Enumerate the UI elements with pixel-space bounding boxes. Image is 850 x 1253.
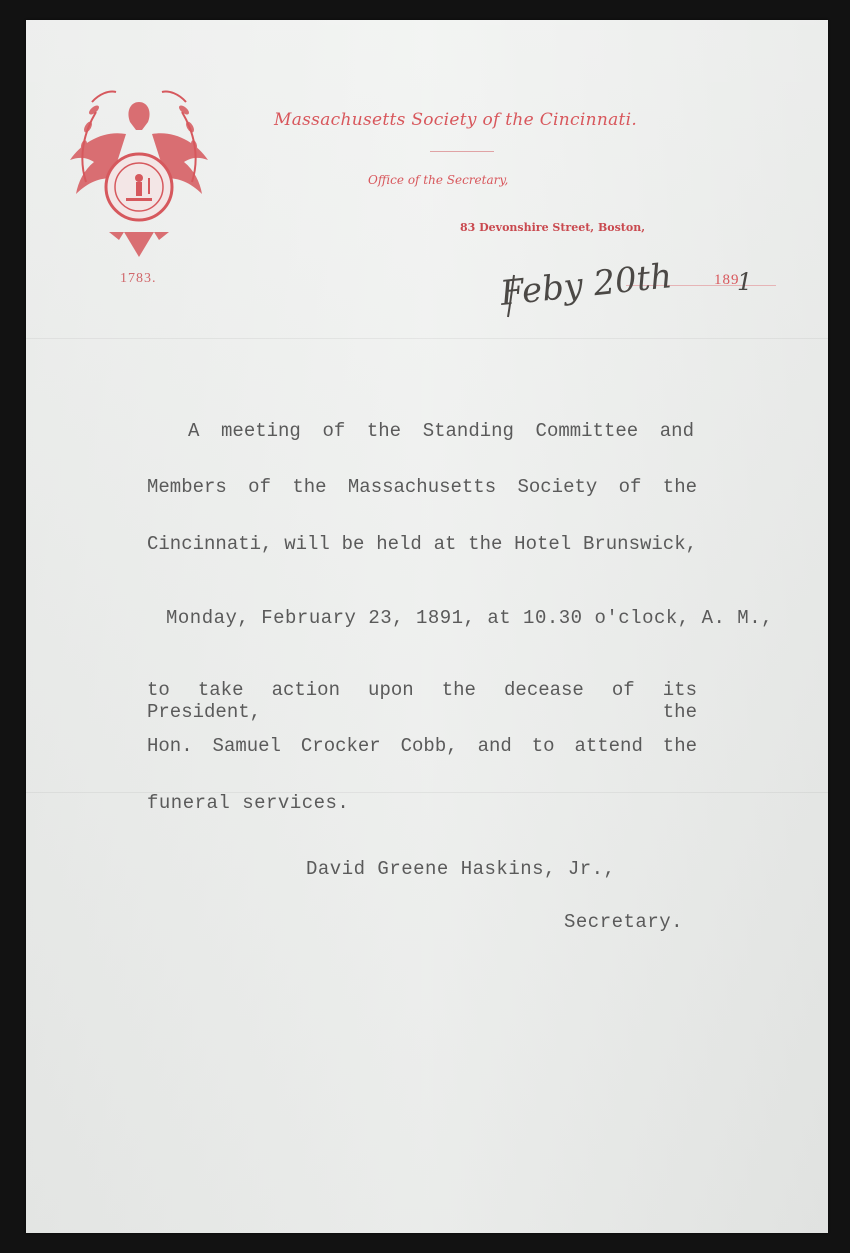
signature-name: David Greene Haskins, Jr., [306,858,616,880]
office-line: Office of the Secretary, [368,173,509,187]
founded-year: 1783. [120,271,157,286]
letter-sheet [26,20,828,1233]
fold-line [26,338,828,339]
handwritten-date-text: Feby 20th [498,256,675,314]
notice-line: Members of the Massachusetts Society of the [147,476,697,498]
handwritten-date [496,245,696,325]
organization-title: Massachusetts Society of the Cincinnati. [274,110,638,130]
divider [430,151,494,152]
eagle-crest-icon [64,82,214,267]
notice-line: A meeting of the Standing Committee and [188,420,694,442]
address-line: 83 Devonshire Street, Boston, [460,221,646,234]
notice-line: funeral services. [147,792,350,814]
handwritten-year-digit: 1 [737,268,753,296]
notice-line: to take action upon the decease of its President, the [147,679,697,723]
signature-title: Secretary. [564,911,684,933]
notice-line: Cincinnati, will be held at the Hotel Brunswick, [147,533,697,555]
printed-year: 189 [714,272,740,288]
meeting-date-line: Monday, February 23, 1891, at 10.30 o'clock, A. M., [166,607,773,629]
notice-line: Hon. Samuel Crocker Cobb, and to attend the [147,735,697,757]
